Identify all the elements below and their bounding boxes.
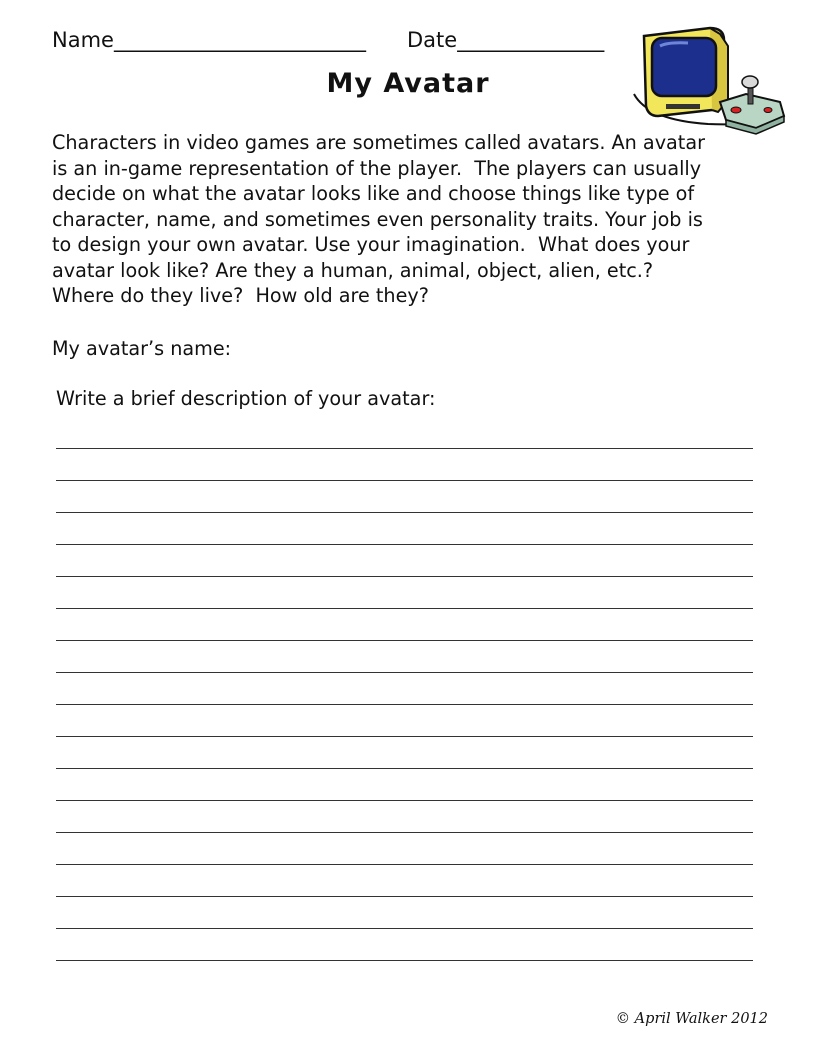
writing-line[interactable] (56, 704, 753, 705)
name-field[interactable]: Name________________________ (52, 28, 366, 52)
intro-paragraph (52, 130, 764, 309)
writing-line[interactable] (56, 480, 753, 481)
intro-line: character, name, and sometimes even personality traits. Your job is (52, 207, 703, 231)
date-field[interactable]: Date______________ (407, 28, 605, 52)
writing-line[interactable] (56, 544, 753, 545)
intro-line: is an in-game representation of the player. The players can usually (52, 156, 702, 180)
writing-lines[interactable] (56, 448, 753, 992)
writing-line[interactable] (56, 896, 753, 897)
page-title (0, 68, 816, 99)
copyright-footer: © April Walker 2012 (615, 1011, 768, 1027)
intro-line: Where do they live? How old are they? (52, 284, 429, 307)
writing-line[interactable] (56, 864, 753, 865)
intro-line: to design your own avatar. Use your imagination. What does your (52, 233, 690, 256)
writing-line[interactable] (56, 640, 753, 641)
intro-line: Characters in video games are sometimes called avatars. An avatar (52, 131, 705, 154)
description-prompt: Write a brief description of your avatar: (56, 387, 436, 410)
avatar-name-prompt[interactable]: My avatar’s name: (52, 337, 232, 360)
writing-line[interactable] (56, 736, 753, 737)
writing-line[interactable] (56, 448, 753, 449)
intro-line: decide on what the avatar looks like and choose things like type of (52, 182, 695, 205)
writing-line[interactable] (56, 576, 753, 577)
writing-line[interactable] (56, 768, 753, 769)
title-text: My Avatar (326, 68, 490, 99)
writing-line[interactable] (56, 608, 753, 609)
intro-line: avatar look like? Are they a human, animal, object, alien, etc.? (52, 258, 654, 282)
writing-line[interactable] (56, 512, 753, 513)
writing-line[interactable] (56, 928, 753, 929)
writing-line[interactable] (56, 800, 753, 801)
writing-line[interactable] (56, 672, 753, 673)
writing-line[interactable] (56, 960, 753, 961)
writing-line[interactable] (56, 832, 753, 833)
